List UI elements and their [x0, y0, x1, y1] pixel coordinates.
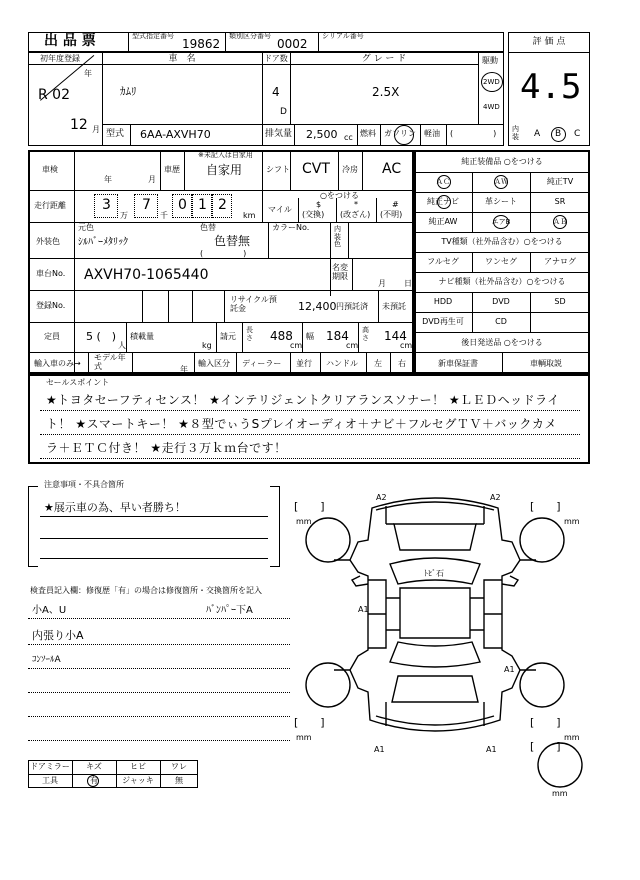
displacement-label: 排気量: [265, 129, 293, 139]
divider: [40, 434, 580, 435]
doors-label: ドア数: [264, 54, 288, 63]
divider: [390, 352, 391, 374]
navi-dvd-play: DVD再生可: [422, 317, 464, 326]
damage-label-a1-rear-left: A1: [374, 745, 385, 754]
legend-tool: 工具: [42, 776, 58, 785]
divider: [28, 716, 290, 717]
notes-bracket: [28, 486, 280, 566]
recycle-done: 円預託済: [336, 302, 368, 311]
import-class-label: 輸入区分: [198, 359, 230, 368]
chassis-value: AXVH70-1065440: [84, 267, 209, 283]
shift-label: シフト: [266, 165, 290, 174]
later-title: 後日発送品 ○をつける: [461, 338, 543, 347]
cooler-value: AC: [382, 161, 402, 177]
divider: [224, 290, 225, 322]
height-label: 高さ: [362, 326, 369, 342]
import-label: 輸入車のみ→: [34, 359, 81, 368]
divider: [194, 352, 195, 374]
chassis-label: 車台No.: [36, 269, 66, 278]
navi-sd: SD: [554, 297, 566, 306]
mileage-man: 万: [120, 211, 128, 220]
divider: [338, 150, 339, 190]
month-mark: 月: [92, 125, 100, 134]
divider: [28, 64, 478, 65]
capacity-value: 5 ( ): [86, 330, 117, 343]
mileage-digit-5: 2: [218, 197, 227, 213]
divider: [28, 618, 290, 619]
handle-label: ハンドル: [326, 359, 358, 368]
model-year-unit: 年: [180, 365, 188, 374]
divider: [380, 124, 381, 146]
tread-mm-spare: mm: [552, 789, 568, 798]
tread-bracket-spare: [ ]: [530, 740, 561, 753]
divider: [262, 150, 263, 190]
divider: [290, 150, 291, 190]
equip-aw: ＡＷ: [494, 178, 508, 186]
color-label: 色替: [200, 223, 216, 232]
divider: [378, 290, 379, 322]
drive-4wd: 4WD: [483, 103, 500, 111]
length-value: 488: [270, 329, 293, 343]
divider: [302, 322, 303, 352]
seikyu-label: 請元: [220, 332, 236, 341]
divider: [40, 516, 268, 517]
divider: [28, 774, 198, 775]
drive-2wd: 2WD: [483, 78, 500, 86]
sales-line-3: ラ＋ＥＴＣ付き！ ★走行３万ｋｍ台です！: [46, 441, 287, 455]
divider: [142, 290, 143, 322]
doors-value: 4: [272, 85, 280, 99]
cooler-label: 冷房: [342, 165, 358, 174]
equip-airbag: エアB: [491, 218, 511, 226]
divider: [290, 352, 291, 374]
interior-label: 内装: [512, 125, 519, 141]
width-cm: cm: [346, 341, 359, 350]
color-value: 色替無: [214, 234, 251, 248]
width-value: 184: [326, 329, 349, 343]
equipment-title: 純正装備品 ○をつける: [461, 157, 543, 166]
capacity-person: 人: [118, 341, 126, 350]
divider: [298, 198, 299, 222]
divider: [160, 150, 161, 190]
divider: [242, 322, 243, 352]
car-name-label: 車 名: [168, 54, 196, 64]
fuel-paren: ( ): [450, 129, 497, 138]
inspector-line-1a: 小A、U: [32, 605, 67, 616]
legend-crack: ヒビ: [130, 762, 146, 771]
legend-door-mirror: ドアミラー: [30, 762, 70, 771]
divider: [130, 124, 131, 146]
divider: [102, 52, 103, 146]
divider: [330, 222, 331, 296]
fuel-gasoline: ガソリン: [384, 129, 416, 138]
name-change-month: 月: [378, 279, 386, 288]
trim-label: 内装色: [334, 225, 341, 249]
history-note: ※未記入は自家用: [198, 151, 253, 159]
recycle-not: 未預託: [382, 302, 406, 311]
serial-label: シリアル番号: [322, 32, 364, 40]
mileage-label: 走行距離: [34, 201, 66, 210]
divider: [168, 290, 169, 322]
sales-line-1: ★トヨタセーフティセンス！ ★インテリジェントクリアランスソナー！ ★ＬＥＤヘッドライ: [46, 393, 560, 407]
name-change-day: 日: [404, 279, 412, 288]
dollar-mark: $: [316, 200, 322, 209]
navi-title: ナビ種類（社外品含む）○をつける: [438, 277, 566, 286]
divider: [362, 150, 363, 190]
orig-color-value: ｼﾙﾊﾞｰﾒﾀﾘｯｸ: [78, 237, 128, 248]
tread-mm-fl: mm: [296, 517, 312, 526]
drive-label: 駆動: [482, 56, 498, 65]
interior-b: B: [555, 129, 562, 139]
tread-bracket-fr: [ ]: [530, 500, 561, 513]
altered-label: (改ざん): [340, 210, 371, 219]
cc-unit: cc: [344, 133, 353, 142]
divider: [508, 52, 590, 53]
colorno-label: カラーNo.: [272, 223, 310, 232]
capacity-label: 定員: [44, 332, 60, 341]
year-mark: 年: [84, 69, 92, 78]
mileage-digit-2: 7: [142, 197, 151, 213]
divider: [225, 32, 226, 52]
divider: [270, 486, 280, 487]
notes-text: ★展示車の為、早い者勝ち！: [44, 501, 186, 514]
regno-label: 登録No.: [36, 301, 66, 310]
divider: [102, 124, 504, 125]
mileage-sen: 千: [160, 211, 168, 220]
navi-cd: CD: [495, 317, 507, 326]
handle-right: 右: [398, 359, 406, 368]
divider: [28, 322, 414, 323]
divider: [414, 172, 590, 173]
grade-value: 2.5X: [372, 85, 400, 99]
era-value: R 02: [38, 87, 70, 103]
divider: [40, 538, 268, 539]
shift-value: CVT: [302, 161, 330, 177]
divider: [446, 124, 447, 146]
divider: [126, 322, 127, 352]
divider: [414, 232, 590, 233]
legend-break: ワレ: [171, 762, 187, 771]
mileage-digit-4: 1: [198, 197, 207, 213]
damage-label-tobiishi: ﾄﾋﾞ石: [424, 569, 444, 578]
fuel-diesel: 軽油: [424, 129, 440, 138]
divider: [318, 32, 319, 52]
inspection-year: 年: [104, 175, 112, 184]
inspection-label: 車検: [42, 165, 58, 174]
score-label: 評 価 点: [532, 37, 566, 47]
width-label: 幅: [306, 332, 314, 341]
divider: [236, 352, 237, 374]
divider: [40, 410, 580, 411]
inspector-line-3: ｺﾝｿｰﾙA: [32, 655, 61, 665]
divider: [478, 52, 479, 124]
divider: [358, 322, 359, 352]
tire-front-right: [520, 518, 564, 562]
history-value: 自家用: [206, 163, 243, 177]
divider: [28, 740, 290, 741]
displacement-value: 2,500: [306, 128, 338, 141]
divider: [28, 566, 38, 567]
form-title: 出 品 票: [44, 33, 96, 49]
name-change-label: 名変期限: [332, 263, 348, 281]
hash-mark: #: [392, 200, 399, 209]
color-paren: ( ): [200, 249, 247, 258]
legend-tool-yes: 有: [90, 776, 98, 785]
parallel-option: 並行: [296, 359, 312, 368]
equip-leather: 革シート: [485, 197, 517, 206]
divider: [268, 222, 269, 258]
divider: [216, 322, 217, 352]
divider: [28, 644, 290, 645]
tread-bracket-rr: [ ]: [530, 716, 561, 729]
equip-tv: 純正TV: [546, 177, 574, 186]
tv-oneseg: ワンセグ: [485, 257, 517, 266]
divider: [132, 352, 133, 374]
divider: [184, 150, 185, 190]
divider: [357, 124, 358, 146]
length-label: 長さ: [246, 326, 253, 342]
divider: [366, 352, 367, 374]
divider: [336, 198, 337, 222]
mileage-km: km: [243, 211, 256, 220]
dealer-option: ディーラー: [242, 359, 282, 368]
interior-a: A: [534, 129, 541, 139]
interior-c: C: [574, 129, 581, 139]
legend-scratch: キズ: [86, 762, 102, 771]
recycle-label: リサイクル預託金: [230, 295, 277, 313]
mile-label: マイル: [268, 205, 292, 214]
tv-analog: アナログ: [544, 257, 576, 266]
legend-jack-no: 無: [175, 776, 183, 785]
damage-label-a1-rear-right: A1: [486, 745, 497, 754]
mileage-digit-3: 0: [178, 197, 187, 213]
car-name-value: ｶﾑﾘ: [120, 85, 137, 98]
divider: [352, 258, 353, 290]
divider: [414, 192, 590, 193]
tire-front-left: [306, 518, 350, 562]
score-value: 4.5: [520, 67, 582, 107]
unknown-label: (不明): [380, 210, 403, 219]
type-cert-value: 19862: [182, 37, 221, 51]
divider: [376, 198, 377, 222]
divider: [320, 352, 321, 374]
height-value: 144: [384, 329, 407, 343]
divider: [414, 212, 590, 213]
handle-left: 左: [374, 359, 382, 368]
tread-bracket-rl: [ ]: [294, 716, 325, 729]
tread-mm-fr: mm: [564, 517, 580, 526]
later-manual: 車輌取説: [530, 359, 562, 368]
divider: [128, 32, 129, 52]
divider: [414, 332, 590, 333]
navi-hdd: HDD: [433, 297, 453, 306]
divider: [28, 290, 414, 291]
type-cert-label: 型式指定番号: [132, 32, 174, 40]
tread-mm-rl: mm: [296, 733, 312, 742]
divider: [414, 272, 590, 273]
class-label: 類別区分番号: [229, 32, 271, 40]
exterior-label: 外装色: [36, 237, 60, 246]
tread-mm-rr: mm: [564, 733, 580, 742]
divider: [270, 566, 280, 567]
divider: [88, 352, 89, 374]
sales-label: セールスポイント: [46, 378, 110, 387]
divider: [28, 692, 290, 693]
sales-line-2: ト！ ★スマートキー！ ★８型でぃうSプレイオーディオ＋ナビ＋フルセグＴＶ＋バックカメ: [46, 417, 557, 431]
doors-suffix: D: [280, 107, 287, 117]
car-diagram: [290, 480, 600, 810]
model-label: 型式: [106, 129, 125, 139]
class-value: 0002: [277, 37, 308, 51]
notes-label: 注意事項・不具合箇所: [44, 480, 124, 489]
inspector-line-1b: ﾊﾞﾝﾊﾟｰ下A: [206, 605, 253, 616]
tv-title: TV種類（社外品含む）○をつける: [441, 237, 563, 246]
mileage-digit-1: 3: [102, 197, 111, 213]
divider: [508, 124, 509, 146]
model-year-label: モデル年式: [94, 353, 126, 371]
grade-label: グ レ ー ド: [361, 54, 407, 64]
divider: [420, 124, 421, 146]
model-value: 6AA-AXVH70: [140, 128, 211, 141]
divider: [294, 124, 295, 146]
asterisk-mark: *: [354, 200, 358, 209]
equip-navi: 純正ナビ: [427, 197, 459, 206]
divider: [262, 124, 263, 146]
divider: [74, 150, 75, 374]
divider: [348, 222, 349, 258]
mark-note: ○をつける: [320, 191, 359, 200]
divider: [40, 558, 268, 559]
load-kg: kg: [202, 341, 212, 350]
damage-label-a1-right-rear: A1: [504, 665, 515, 674]
fuel-label: 燃料: [360, 129, 376, 138]
divider: [262, 190, 263, 222]
later-warranty: 新車保証書: [438, 359, 478, 368]
history-label: 車歴: [164, 165, 180, 174]
equip-ab: ＡＢ: [553, 218, 567, 226]
divider: [414, 252, 590, 253]
length-cm: cm: [290, 341, 303, 350]
inspection-month: 月: [148, 175, 156, 184]
orig-color-label: 元色: [78, 223, 94, 232]
equip-ac: ＡＣ: [436, 178, 450, 186]
equip-sr: SR: [554, 197, 566, 206]
divider: [40, 458, 580, 459]
divider: [414, 292, 590, 293]
navi-dvd: DVD: [492, 297, 510, 306]
inspector-label: 検査員記入欄：修復歴「有」の場合は修復箇所・交換箇所を記入: [30, 586, 262, 595]
divider: [192, 290, 193, 322]
first-reg-label: 初年度登録: [40, 54, 80, 63]
divider: [262, 52, 263, 124]
month-value: 12: [70, 117, 88, 133]
exchange-label: (交換): [302, 210, 325, 219]
damage-label-a1-left-door: A1: [358, 605, 369, 614]
divider: [28, 352, 414, 353]
recycle-value: 12,400: [298, 300, 337, 313]
divider: [28, 668, 290, 669]
divider: [28, 258, 414, 259]
tv-fullseg: フルセグ: [427, 257, 459, 266]
legend-jack: ジャッキ: [122, 776, 154, 785]
divider: [28, 486, 38, 487]
load-label: 積載量: [130, 332, 154, 341]
divider: [414, 312, 590, 313]
damage-label-a2-left: A2: [376, 493, 387, 502]
tread-bracket-fl: [ ]: [294, 500, 325, 513]
inspector-line-2: 内張り小A: [32, 629, 84, 642]
height-cm: cm: [400, 341, 413, 350]
damage-label-a2-right: A2: [490, 493, 501, 502]
equip-genuine-aw: 純正AW: [428, 217, 458, 226]
